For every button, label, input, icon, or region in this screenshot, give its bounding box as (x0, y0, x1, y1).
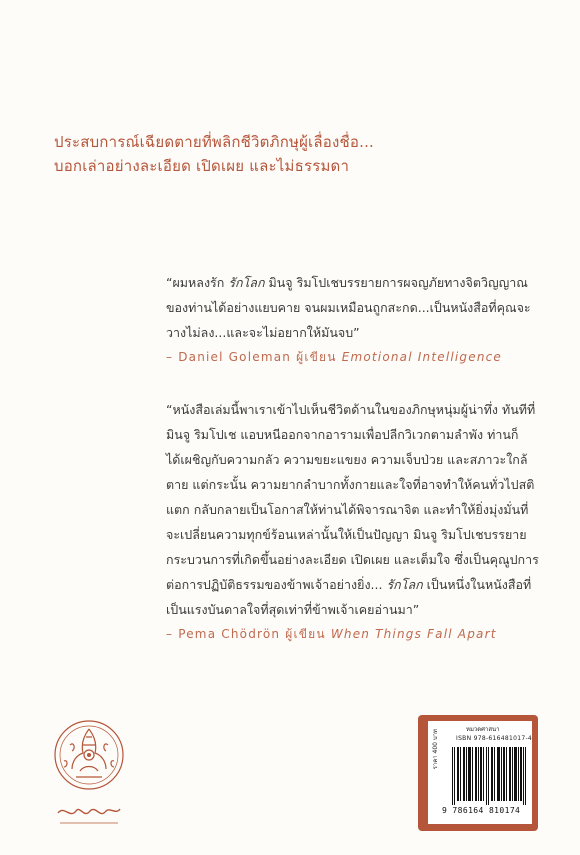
quote-text: เป็นหนึ่งในหนังสือที่ (422, 577, 532, 592)
quote-line: ได้เผชิญกับความกลัว ความขยะแขยง ความเจ็บป่วย และสภาวะใกล้ (166, 452, 528, 467)
isbn-text: ISBN 978-616481017-4 (456, 735, 533, 742)
quote-line: แตก กลับกลายเป็นโอกาสให้ท่านได้พิจารณาจิต และทำให้ยิ่งมุ่งมั่นที่ (166, 502, 529, 517)
barcode-icon (452, 747, 528, 805)
quote-line: “หนังสือเล่มนี้พาเราเข้าไปเห็นชีวิตด้านในของภิกษุหนุ่มผู้น่าทึ่ง ทันทีที่ (166, 402, 536, 417)
headline-line-2: บอกเล่าอย่างละเอียด เปิดเผย และไม่ธรรมดา (54, 157, 350, 175)
book-title: รักโลก (228, 275, 265, 290)
quote-attribution (166, 622, 539, 647)
endorsement-quote-2 (166, 397, 539, 647)
quote-line: กระบวนการที่เกิดขึ้นอย่างละเอียด เปิดเผย และเต็มใจ ซึ่งเป็นคุณูปการ (166, 552, 539, 567)
attribution-author: – Daniel Goleman ผู้เขียน (166, 350, 342, 364)
headline-line-1: ประสบการณ์เฉียดตายที่พลิกชีวิตภิกษุผู้เลื่องชื่อ... (54, 133, 375, 151)
endorsement-quote-1 (166, 270, 531, 370)
quote-line: วางไม่ลง...และจะไม่อยากให้มันจบ” (166, 325, 360, 340)
barcode-panel (418, 715, 538, 831)
quote-text: “ผมหลงรัก (166, 275, 229, 290)
quote-text: ต่อการปฏิบัติธรรมของข้าพเจ้าอย่างยิ่ง... (166, 577, 387, 592)
quote-line: เป็นแรงบันดาลใจที่สุดเท่าที่ข้าพเจ้าเคยอ่านมา” (166, 602, 420, 617)
barcode-label (428, 721, 532, 824)
back-cover-headline (54, 130, 534, 178)
quote-attribution (166, 345, 531, 370)
attribution-book: Emotional Intelligence (341, 350, 503, 364)
category-label: หมวดศาสนา (466, 726, 500, 733)
publisher-logo (50, 715, 128, 833)
quote-line (166, 270, 531, 295)
barcode-digits: 9 786164 810174 (442, 806, 521, 815)
price-text: ราคา 400 บาท (432, 729, 439, 770)
quote-line: ตาย แต่กระนั้น ความยากลำบากทั้งกายและใจที่อาจทำให้คนทั่วไปสติ (166, 477, 535, 492)
quote-line (166, 572, 539, 597)
publisher-seal-icon (50, 715, 128, 833)
attribution-book: When Things Fall Apart (330, 627, 497, 641)
quote-line: มินจู ริมโปเช แอบหนีออกจากอารามเพื่อปลีกวิเวกตามลำพัง ท่านก็ (166, 427, 519, 442)
quote-line: ของท่านได้อย่างแยบคาย จนผมเหมือนถูกสะกด...เป็นหนังสือที่คุณจะ (166, 300, 531, 315)
attribution-author: – Pema Chödrön ผู้เขียน (166, 627, 331, 641)
book-title: รักโลก (386, 577, 423, 592)
quote-line: จะเปลี่ยนความทุกข์ร้อนเหล่านั้นให้เป็นปัญญา มินจู ริมโปเชบรรยาย (166, 527, 527, 542)
quote-text: มินจู ริมโปเชบรรยายการผจญภัยทางจิตวิญญาณ (264, 275, 528, 290)
